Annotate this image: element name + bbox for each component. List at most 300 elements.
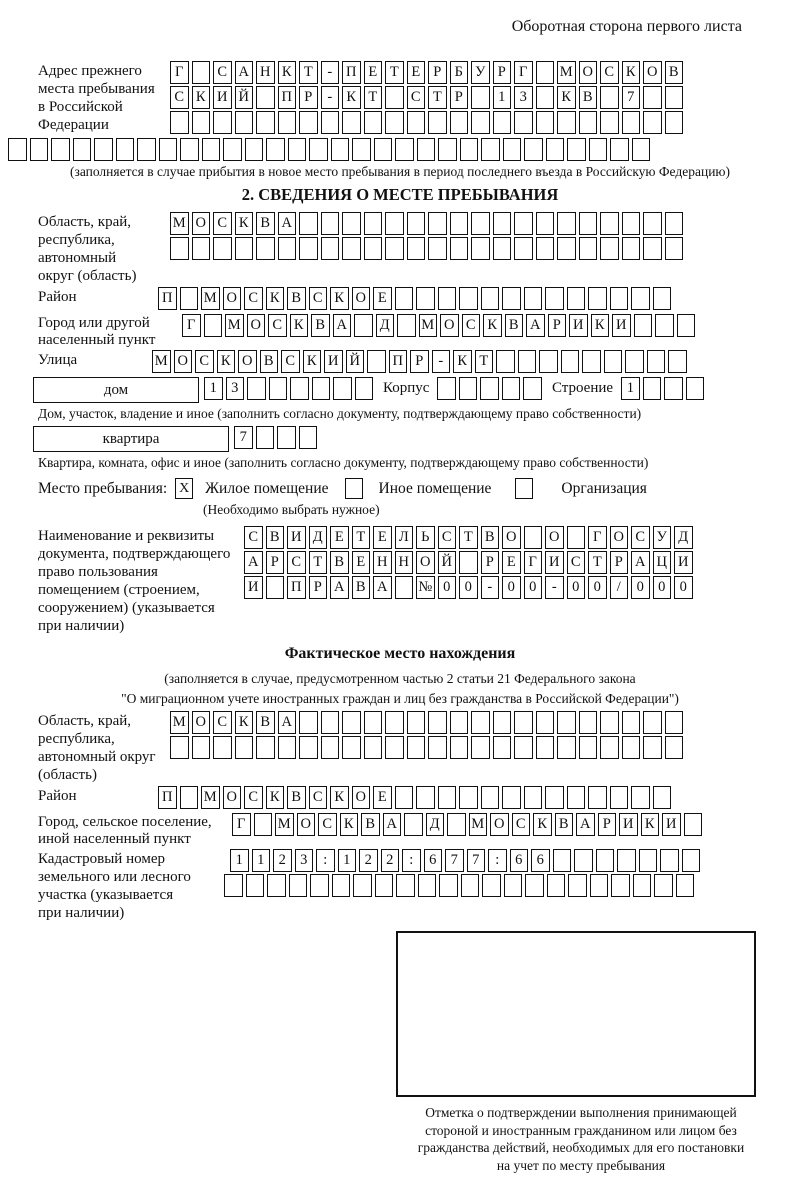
char-cell: А [235,61,254,84]
char-cell [235,736,254,759]
char-cell [407,212,426,235]
char-cell [686,377,705,400]
char-cell: Д [309,526,328,549]
char-cell [622,736,641,759]
district-2-label [38,786,158,805]
char-cell: С [213,61,232,84]
korpus-cells[interactable] [437,377,542,400]
char-cell: П [158,287,177,310]
char-cell [643,86,662,109]
city-row[interactable] [182,314,695,337]
char-cell: К [342,86,361,109]
char-cell [395,786,414,809]
char-cell [256,237,275,260]
char-cell [461,874,480,897]
char-cell: К [591,314,610,337]
document-row-3[interactable] [244,576,693,599]
option-label-other-premises: Иное помещение [378,479,492,497]
char-cell: О [610,526,629,549]
label-line: округ (область) [38,268,137,284]
checkbox-residential[interactable]: X [175,478,193,499]
char-cell [256,111,275,134]
char-cell [309,138,328,161]
char-cell: 7 [445,849,464,872]
char-cell [352,138,371,161]
char-cell: У [471,61,490,84]
char-cell [677,314,696,337]
label-line: Кадастровый номер [38,851,165,867]
char-cell: О [440,314,459,337]
char-cell [502,377,521,400]
char-cell: К [217,350,236,373]
char-cell: К [235,711,254,734]
char-cell: А [576,813,595,836]
char-cell [450,111,469,134]
prev-address-label [38,61,170,134]
char-cell: Г [524,551,543,574]
char-cell: - [432,350,451,373]
label-line: при наличии) [38,905,125,921]
char-cell [170,237,189,260]
char-cell: Е [407,61,426,84]
char-cell: И [287,526,306,549]
char-cell [459,377,478,400]
region-row-1[interactable] [170,212,683,235]
char-cell: 0 [524,576,543,599]
char-cell [600,212,619,235]
char-cell [437,377,456,400]
char-cell: В [287,786,306,809]
label-line: Город, сельское поселение, [38,814,212,830]
char-cell: М [201,786,220,809]
region-label [38,212,170,285]
char-cell: С [462,314,481,337]
field-city [38,314,800,348]
label-line: населенный пункт [38,331,156,348]
char-cell: С [287,551,306,574]
label-line: Район [38,788,77,804]
char-cell: С [170,86,189,109]
char-cell [567,526,586,549]
char-cell [159,138,178,161]
char-cell [256,736,275,759]
char-cell [496,350,515,373]
char-cell: О [352,786,371,809]
char-cell [665,237,684,260]
char-cell [395,576,414,599]
char-cell: М [275,813,294,836]
apartment-caption: Квартира, комната, офис и иное (заполнить согласно документу, подтверждающему право собственности) [38,455,649,470]
char-cell [364,736,383,759]
region-2-label [38,711,170,784]
char-cell [299,426,318,449]
char-cell [579,711,598,734]
char-cell: К [533,813,552,836]
char-cell [518,350,537,373]
char-cell: 2 [381,849,400,872]
char-cell [170,736,189,759]
char-cell [617,849,636,872]
stamp-caption [366,1104,796,1174]
char-cell: Е [502,551,521,574]
char-cell [342,237,361,260]
char-cell: 1 [493,86,512,109]
field-apartment [33,426,800,452]
city-label [38,314,182,348]
prev-address-row-1[interactable] [170,61,683,84]
char-cell [600,736,619,759]
char-cell: К [483,314,502,337]
char-cell [254,813,273,836]
char-cell [439,874,458,897]
char-cell: Н [395,551,414,574]
char-cell [536,86,555,109]
char-cell [213,111,232,134]
char-cell: В [665,61,684,84]
char-cell: О [297,813,316,836]
char-cell: Г [182,314,201,337]
char-cell [471,711,490,734]
char-cell: К [266,287,285,310]
char-cell [450,736,469,759]
char-cell [267,874,286,897]
korpus-label: Корпус [383,380,430,396]
char-cell [524,287,543,310]
char-cell [567,287,586,310]
char-cell: Й [346,350,365,373]
char-cell [278,111,297,134]
char-cell: О [416,551,435,574]
char-cell [342,736,361,759]
char-cell: 3 [226,377,245,400]
char-cell: С [438,526,457,549]
prev-address-row-2[interactable] [170,86,683,109]
char-cell: К [557,86,576,109]
char-cell [385,237,404,260]
char-cell [665,711,684,734]
checkbox-other-premises[interactable] [345,478,363,499]
char-cell: 7 [622,86,641,109]
char-cell [536,212,555,235]
char-cell: Г [514,61,533,84]
char-cell [536,736,555,759]
apartment-cells[interactable] [234,426,317,449]
char-cell: И [619,813,638,836]
char-cell: О [174,350,193,373]
option-label-organization: Организация [561,479,647,497]
checkbox-organization[interactable] [515,478,533,499]
label-line: Отметка о подтверждении выполнения принимающей [425,1105,737,1120]
char-cell [525,874,544,897]
char-cell: С [309,786,328,809]
char-cell [428,736,447,759]
char-cell: И [213,86,232,109]
char-cell [579,111,598,134]
char-cell [611,874,630,897]
char-cell: Б [450,61,469,84]
city-2-row[interactable] [232,813,702,836]
char-cell: А [244,551,263,574]
cadastral-row-1[interactable] [230,849,700,872]
char-cell: Л [395,526,414,549]
char-cell: Т [352,526,371,549]
char-cell [622,237,641,260]
char-cell [447,813,466,836]
char-cell [299,237,318,260]
label-line: в Российской [38,99,123,115]
char-cell [30,138,49,161]
char-cell [180,786,199,809]
apartment-label-box: квартира [33,426,229,452]
char-cell: Н [256,61,275,84]
char-cell [364,711,383,734]
char-cell: И [324,350,343,373]
char-cell [428,237,447,260]
char-cell: В [256,711,275,734]
char-cell: Д [426,813,445,836]
char-cell [213,736,232,759]
char-cell: 0 [631,576,650,599]
char-cell: - [321,86,340,109]
char-cell [342,111,361,134]
char-cell [514,711,533,734]
char-cell [665,86,684,109]
char-cell [514,212,533,235]
char-cell: О [579,61,598,84]
char-cell [557,212,576,235]
house-number-cells[interactable] [204,377,373,400]
region-row-2[interactable] [170,237,683,260]
char-cell [643,111,662,134]
char-cell: Р [481,551,500,574]
char-cell: Е [352,551,371,574]
char-cell [235,237,254,260]
char-cell: С [268,314,287,337]
char-cell: Г [170,61,189,84]
char-cell: Р [598,813,617,836]
document-label [38,526,244,635]
char-cell [643,736,662,759]
char-cell: К [192,86,211,109]
char-cell [333,377,352,400]
char-cell: М [170,711,189,734]
char-cell: С [318,813,337,836]
char-cell: Е [364,61,383,84]
actual-location-caption-1: (заполняется в случае, предусмотренном частью 2 статьи 21 Федерального закона [164,671,636,686]
char-cell: С [244,526,263,549]
char-cell [625,350,644,373]
char-cell [471,237,490,260]
char-cell [588,287,607,310]
char-cell: Т [459,526,478,549]
char-cell [416,786,435,809]
char-cell: К [290,314,309,337]
field-region-2 [38,711,800,784]
field-stay-type [38,478,800,499]
char-cell: : [488,849,507,872]
char-cell: 1 [204,377,223,400]
region-2-row-2[interactable] [170,736,683,759]
char-cell [385,111,404,134]
char-cell [622,212,641,235]
char-cell [547,874,566,897]
char-cell [417,138,436,161]
char-cell [545,287,564,310]
char-cell [342,212,361,235]
label-line: Город или другой [38,315,150,331]
district-label [38,287,158,306]
char-cell [536,61,555,84]
char-cell: Т [299,61,318,84]
char-cell: 7 [467,849,486,872]
char-cell [73,138,92,161]
char-cell: 6 [510,849,529,872]
label-line: республика, [38,731,115,747]
district-2-row[interactable] [158,786,671,809]
char-cell [428,212,447,235]
cadastral-row-2[interactable] [224,874,700,897]
char-cell: 0 [674,576,693,599]
char-cell: А [383,813,402,836]
char-cell: 6 [531,849,550,872]
char-cell [278,736,297,759]
char-cell [213,237,232,260]
char-cell [450,711,469,734]
char-cell [321,736,340,759]
char-cell: И [612,314,631,337]
char-cell: О [352,287,371,310]
char-cell: Р [548,314,567,337]
char-cell [493,736,512,759]
prev-address-row-3[interactable] [170,111,683,134]
char-cell: В [361,813,380,836]
char-cell: О [192,711,211,734]
char-cell: В [505,314,524,337]
char-cell: О [502,526,521,549]
char-cell: 2 [273,849,292,872]
char-cell: Т [475,350,494,373]
char-cell [574,849,593,872]
stroenie-cells[interactable] [621,377,704,400]
char-cell [481,138,500,161]
char-cell [299,212,318,235]
char-cell: Ь [416,526,435,549]
char-cell [364,212,383,235]
actual-location-caption-2: "О миграционном учете иностранных граждан и лиц без гражданства в Российской Федерации") [121,691,679,706]
cadastral-label [38,849,230,922]
char-cell [192,736,211,759]
char-cell [277,426,296,449]
char-cell [278,237,297,260]
char-cell [256,426,275,449]
char-cell: - [481,576,500,599]
char-cell: Р [428,61,447,84]
char-cell: Н [373,551,392,574]
char-cell [660,849,679,872]
char-cell [600,711,619,734]
char-cell: В [555,813,574,836]
char-cell: О [545,526,564,549]
char-cell [524,138,543,161]
label-line: Улица [38,352,78,368]
char-cell [312,377,331,400]
char-cell: О [192,212,211,235]
char-cell [557,237,576,260]
char-cell [523,377,542,400]
char-cell: О [643,61,662,84]
char-cell [622,711,641,734]
char-cell: Д [674,526,693,549]
char-cell: С [281,350,300,373]
char-cell [8,138,27,161]
char-cell [192,111,211,134]
char-cell [404,813,423,836]
char-cell: 3 [514,86,533,109]
char-cell [438,786,457,809]
char-cell: 0 [588,576,607,599]
char-cell [385,711,404,734]
char-cell: К [641,813,660,836]
char-cell [643,212,662,235]
char-cell [665,212,684,235]
option-label-residential: Жилое помещение [205,479,329,497]
char-cell: № [416,576,435,599]
char-cell: К [340,813,359,836]
house-caption: Дом, участок, владение и иное (заполнить согласно документу, подтверждающему право собственности) [38,406,642,421]
char-cell [407,237,426,260]
label-line: автономный [38,250,117,266]
char-cell [567,786,586,809]
prev-address-row-4[interactable] [8,138,800,161]
char-cell [684,813,703,836]
char-cell [482,874,501,897]
label-line: Область, край, [38,713,132,729]
document-row-1[interactable] [244,526,693,549]
char-cell: Т [364,86,383,109]
char-cell: И [662,813,681,836]
char-cell [655,314,674,337]
field-region [38,212,800,285]
char-cell [557,711,576,734]
stroenie-label: Строение [551,380,614,396]
district-row[interactable] [158,287,671,310]
region-2-row-1[interactable] [170,711,683,734]
char-cell [600,86,619,109]
char-cell: Е [330,526,349,549]
char-cell [364,111,383,134]
char-cell [246,874,265,897]
label-line: Адрес прежнего [38,63,142,79]
char-cell: М [201,287,220,310]
char-cell: В [266,526,285,549]
label-line: республика, [38,232,115,248]
document-row-2[interactable] [244,551,693,574]
char-cell [224,874,243,897]
label-line: Область, край, [38,214,132,230]
char-cell: Й [235,86,254,109]
char-cell: 3 [295,849,314,872]
street-row[interactable] [152,350,687,373]
char-cell [459,786,478,809]
char-cell [375,874,394,897]
label-line: при наличии) [38,618,125,634]
label-line: Район [38,289,77,305]
char-cell [416,287,435,310]
char-cell [471,86,490,109]
char-cell: 1 [621,377,640,400]
char-cell: П [389,350,408,373]
char-cell: А [278,711,297,734]
